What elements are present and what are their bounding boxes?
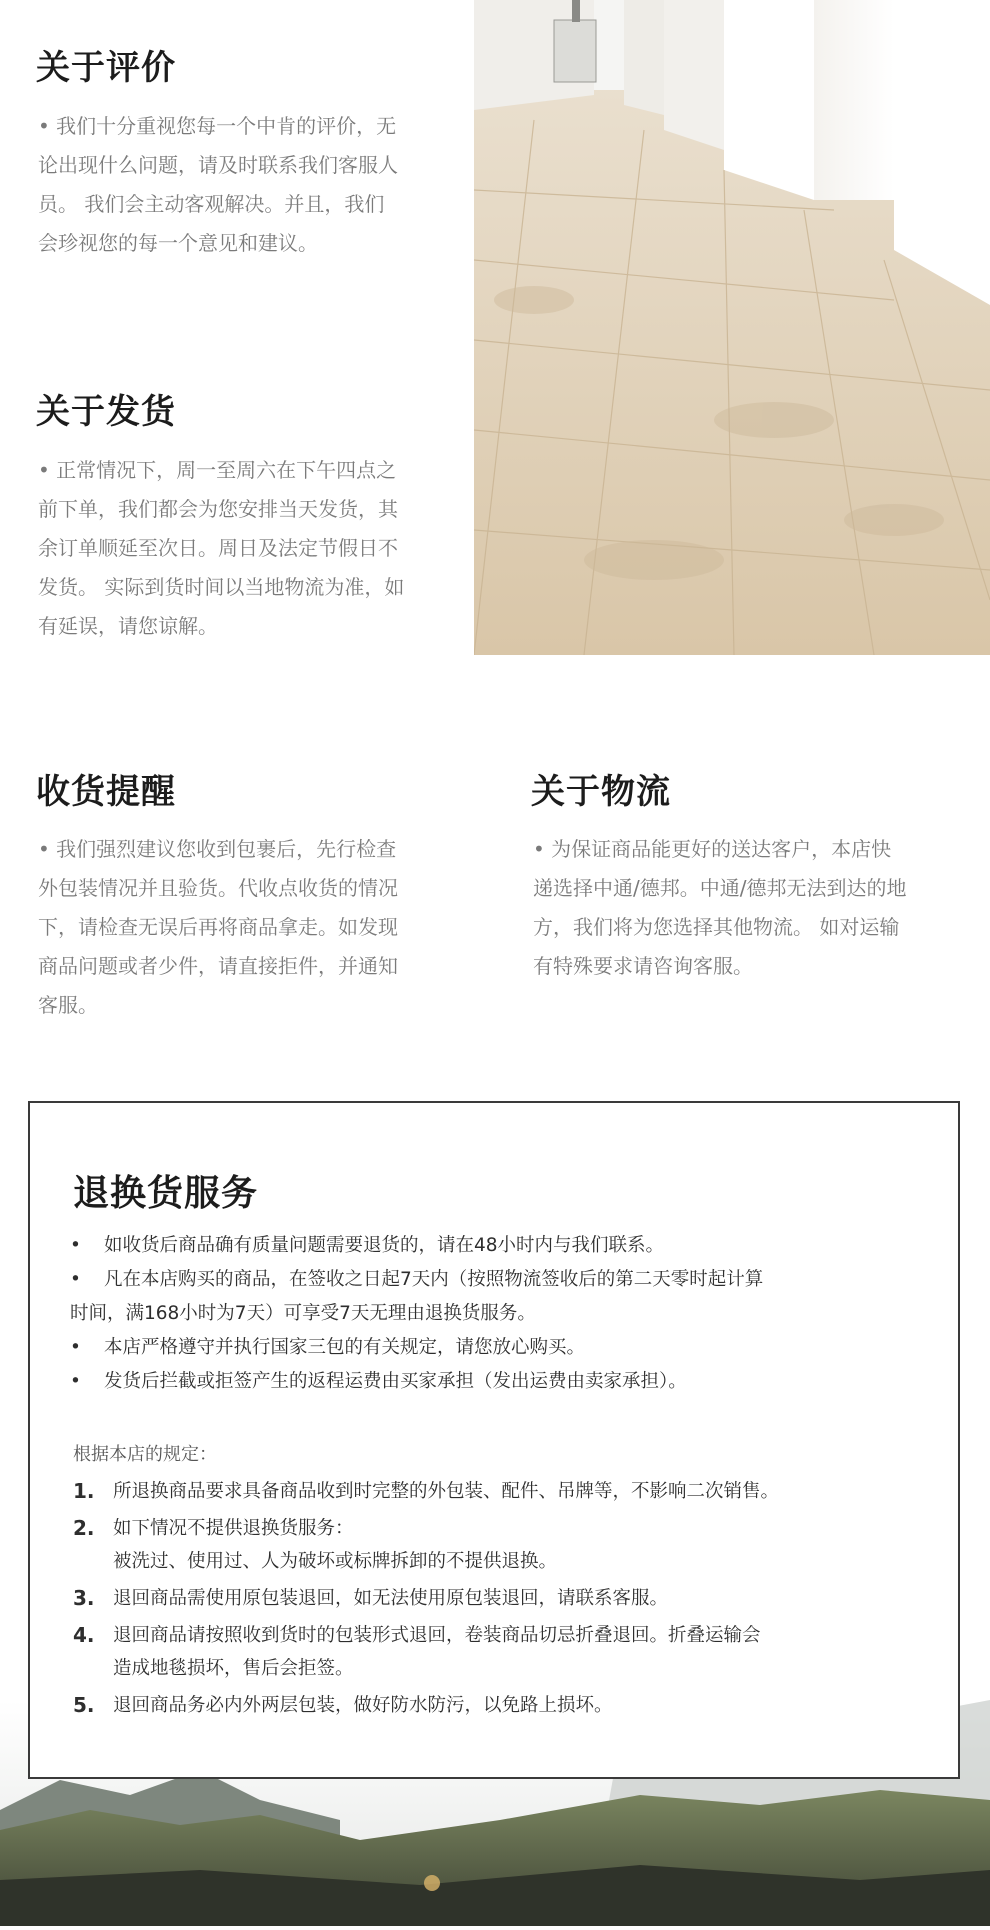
logistics-title: 关于物流 [531, 772, 671, 812]
list-item [70, 1365, 930, 1399]
bullet: • [70, 1269, 81, 1290]
shipping-text [38, 451, 468, 646]
bullet: • [70, 1371, 81, 1392]
rules-intro: 根据本店的规定： [73, 1444, 217, 1465]
rule-text: 如下情况不提供退换货服务： [113, 1518, 354, 1539]
shipping-line: 余订单顺延至次日。周日及法定节假日不 [38, 536, 398, 560]
returns-item-text: 时间，满168小时为7天）可享受7天无理由退换货服务。 [70, 1303, 536, 1324]
returns-policy-list [70, 1229, 930, 1399]
receipt-line: 商品问题或者少件，请直接拒件，并通知 [38, 954, 398, 978]
list-item [70, 1263, 930, 1297]
rule-number: 3. [73, 1586, 95, 1610]
list-item [70, 1229, 930, 1263]
rule-subtext: 被洗过、使用过、人为破坏或标牌拆卸的不提供退换。 [113, 1551, 558, 1572]
return-service-box [28, 1101, 960, 1779]
rule-number: 4. [73, 1623, 95, 1647]
returns-title: 退换货服务 [73, 1173, 259, 1214]
list-item [73, 1475, 933, 1508]
receipt-line: 下，请检查无误后再将商品拿走。如发现 [38, 915, 398, 939]
review-text [38, 107, 468, 263]
list-item [73, 1582, 933, 1615]
rule-number: 2. [73, 1516, 95, 1540]
stone-floor-photo [474, 0, 990, 655]
rule-text: 退回商品需使用原包装退回，如无法使用原包装退回，请联系客服。 [113, 1588, 669, 1609]
rules-list [73, 1475, 933, 1726]
bullet: • [70, 1337, 81, 1358]
review-line: • 我们十分重视您每一个中肯的评价，无 [38, 114, 397, 138]
list-item [73, 1689, 933, 1722]
shipping-line: 前下单，我们都会为您安排当天发货，其 [38, 497, 398, 521]
rule-text: 所退换商品要求具备商品收到时完整的外包装、配件、吊牌等，不影响二次销售。 [113, 1481, 780, 1502]
list-item [70, 1297, 930, 1331]
logistics-text [533, 830, 983, 986]
logistics-line: 有特殊要求请咨询客服。 [533, 954, 753, 978]
review-line: 员。 我们会主动客观解决。并且，我们 [38, 192, 385, 216]
rule-text: 退回商品务必内外两层包装，做好防水防污，以免路上损坏。 [113, 1695, 613, 1716]
shipping-line: 有延误，请您谅解。 [38, 614, 218, 638]
receipt-line: 客服。 [38, 993, 98, 1017]
list-item [70, 1331, 930, 1365]
rule-text: 退回商品请按照收到货时的包装形式退回，卷装商品切忌折叠退回。折叠运输会 [113, 1625, 761, 1646]
receipt-line: • 我们强烈建议您收到包裹后，先行检查 [38, 837, 397, 861]
rule-number: 1. [73, 1479, 95, 1503]
shipping-line: 发货。 实际到货时间以当地物流为准，如 [38, 575, 405, 599]
list-item [73, 1512, 933, 1578]
list-item [73, 1619, 933, 1685]
receipt-line: 外包装情况并且验货。代收点收货的情况 [38, 876, 398, 900]
review-line: 会珍视您的每一个意见和建议。 [38, 231, 318, 255]
rule-subtext: 造成地毯损坏，售后会拒签。 [113, 1658, 354, 1679]
shipping-line: • 正常情况下，周一至周六在下午四点之 [38, 458, 397, 482]
logistics-line: • 为保证商品能更好的送达客户，本店快 [533, 837, 892, 861]
bullet: • [70, 1235, 81, 1256]
returns-item-text: 如收货后商品确有质量问题需要退货的，请在48小时内与我们联系。 [104, 1235, 665, 1256]
stone-floor-illustration [474, 0, 990, 655]
rule-number: 5. [73, 1693, 95, 1717]
review-line: 论出现什么问题，请及时联系我们客服人 [38, 153, 398, 177]
review-title: 关于评价 [36, 48, 176, 88]
returns-item-text: 本店严格遵守并执行国家三包的有关规定，请您放心购买。 [104, 1337, 586, 1358]
returns-item-text: 凡在本店购买的商品，在签收之日起7天内（按照物流签收后的第二天零时起计算 [104, 1269, 764, 1290]
receipt-title: 收货提醒 [36, 772, 176, 812]
returns-item-text: 发货后拦截或拒签产生的返程运费由买家承担（发出运费由卖家承担）。 [104, 1371, 687, 1392]
logistics-line: 递选择中通/德邦。中通/德邦无法到达的地 [533, 876, 907, 900]
logistics-line: 方，我们将为您选择其他物流。 如对运输 [533, 915, 900, 939]
receipt-text [38, 830, 468, 1025]
shipping-title: 关于发货 [36, 392, 176, 432]
